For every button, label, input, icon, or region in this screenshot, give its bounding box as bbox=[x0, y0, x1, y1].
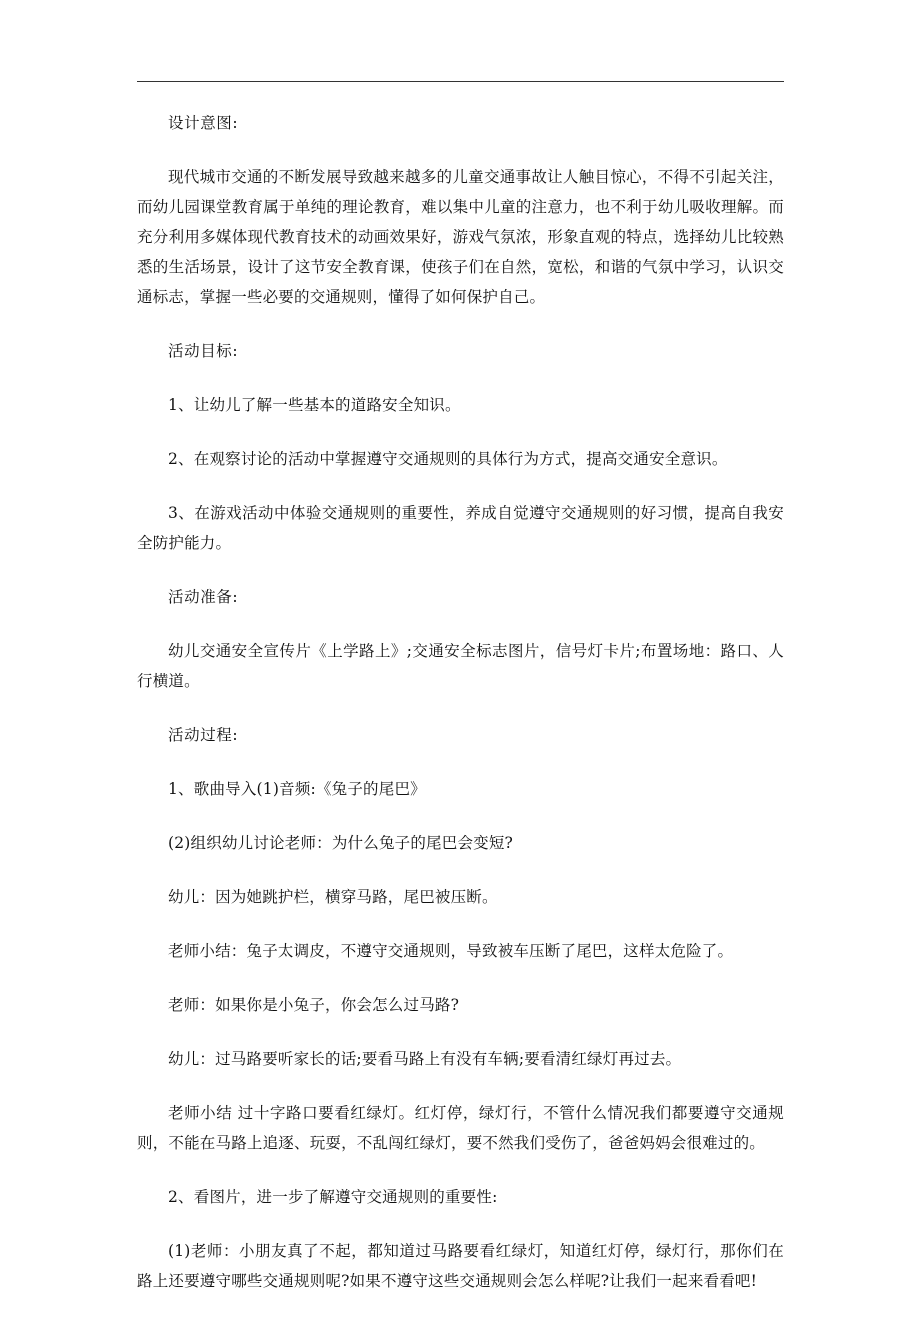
dialogue-teacher-summary-1: 老师小结：兔子太调皮，不遵守交通规则，导致被车压断了尾巴，这样太危险了。 bbox=[168, 942, 734, 960]
process-step-1: 1、歌曲导入(1)音频:《兔子的尾巴》 bbox=[168, 780, 426, 798]
goal-item-3: 3、在游戏活动中体验交通规则的重要性，养成自觉遵守交通规则的好习惯，提高自我安全防护能力。 bbox=[137, 504, 784, 552]
process-step-2-teacher: (1)老师：小朋友真了不起，都知道过马路要看红绿灯，知道红灯停，绿灯行，那你们在路上还要遵守哪些交通规则呢?如果不遵守这些交通规则会怎么样呢?让我们一起来看看吧! bbox=[137, 1242, 784, 1290]
paragraph-design-intent: 现代城市交通的不断发展导致越来越多的儿童交通事故让人触目惊心，不得不引起关注，而幼儿园课堂教育属于单纯的理论教育，难以集中儿童的注意力，也不利于幼儿吸收理解。而充分利用多媒体现代教育技术的动画效果好，游戏气氛浓，形象直观的特点，选择幼儿比较熟悉的生活场景，设计了这节安全教育课，使孩子们在自然，宽松，和谐的气氛中学习，认识交通标志，掌握一些必要的交通规则，懂得了如何保护自己。 bbox=[137, 168, 784, 306]
header-rule bbox=[137, 81, 784, 82]
document-body bbox=[137, 108, 784, 1320]
goal-item-1: 1、让幼儿了解一些基本的道路安全知识。 bbox=[168, 396, 461, 414]
section-heading-goals: 活动目标: bbox=[168, 342, 239, 360]
section-heading-preparation: 活动准备: bbox=[168, 588, 239, 606]
dialogue-child-1: 幼儿：因为她跳护栏，横穿马路，尾巴被压断。 bbox=[168, 888, 498, 906]
dialogue-child-2: 幼儿：过马路要听家长的话;要看马路上有没有车辆;要看清红绿灯再过去。 bbox=[168, 1050, 682, 1068]
paragraph-preparation: 幼儿交通安全宣传片《上学路上》;交通安全标志图片，信号灯卡片;布置场地：路口、人行横道。 bbox=[137, 642, 784, 690]
dialogue-teacher-summary-2: 老师小结 过十字路口要看红绿灯。红灯停，绿灯行，不管什么情况我们都要遵守交通规则，不能在马路上追逐、玩耍，不乱闯红绿灯，要不然我们受伤了，爸爸妈妈会很难过的。 bbox=[137, 1104, 784, 1152]
goal-item-2: 2、在观察讨论的活动中掌握遵守交通规则的具体行为方式，提高交通安全意识。 bbox=[168, 450, 728, 468]
section-heading-design-intent: 设计意图: bbox=[168, 114, 239, 132]
section-heading-process: 活动过程: bbox=[168, 726, 239, 744]
process-step-2: 2、看图片，进一步了解遵守交通规则的重要性: bbox=[168, 1188, 498, 1206]
dialogue-teacher-question: 老师：如果你是小兔子，你会怎么过马路? bbox=[168, 996, 460, 1014]
process-discussion: (2)组织幼儿讨论老师：为什么兔子的尾巴会变短? bbox=[168, 834, 514, 852]
